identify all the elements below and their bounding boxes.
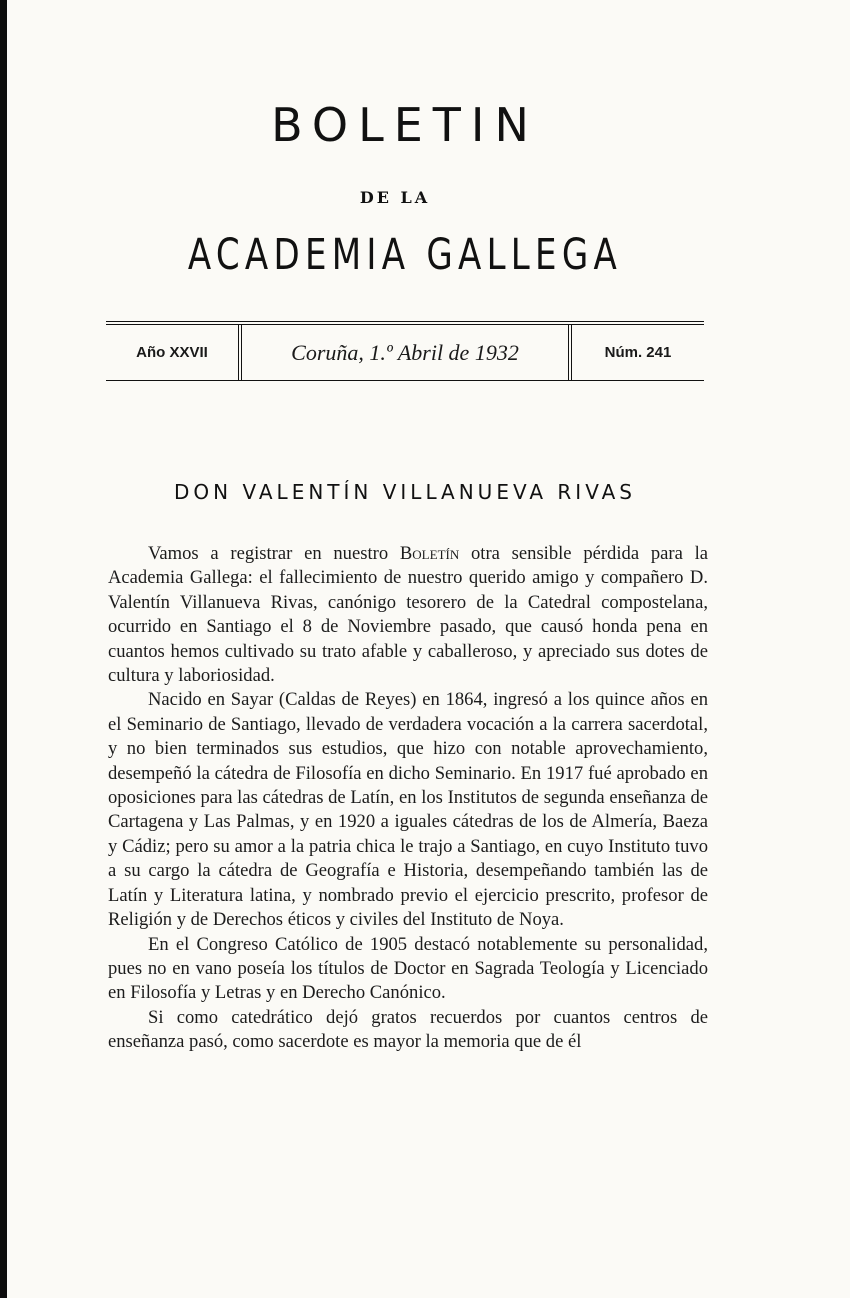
issue-date: Coruña, 1.º Abril de 1932 [242, 325, 572, 380]
paragraph-1-start: Vamos a registrar en nuestro [148, 543, 389, 564]
journal-subtitle: ACADEMIA GALLEGA [187, 230, 623, 280]
journal-title-connector: DE LA [359, 188, 431, 207]
paragraph-3: En el Congreso Católico de 1905 destacó notablemente su personalidad, pues no en vano poseía los títulos de Doctor en Sagrada Teología y Licenciado en Filosofía y Letras y en Derecho Canónico. [108, 933, 708, 1004]
boletin-reference: Boletín [399, 543, 460, 564]
paragraph-1-rest: otra sensible pérdida para la Academia Gallega: el fallecimiento de nuestro querido amigo y compañero D. Valentín Villanueva Rivas, canónigo tesorero de la Catedral compostelana, ocurrido en Santiago el 8 de Noviembre pasado, que causó honda pena en cuantos hemos cultivado su trato afable y caballeroso, y apreciado sus dotes de cultura y laboriosidad. [108, 543, 708, 687]
article-body [108, 542, 708, 1055]
article-title: DON VALENTÍN VILLANUEVA RIVAS [174, 480, 636, 504]
paragraph-2: Nacido en Sayar (Caldas de Reyes) en 1864, ingresó a los quince años en el Seminario de Santiago, llevado de verdadera vocación a la carrera sacerdotal, y no bien terminados sus estudios, que hizo con notable aprovechamiento, desempeñó la cátedra de Filosofía en dicho Seminario. En 1917 fué aprobado en oposiciones para las cátedras de Latín, en los Institutos de segunda enseñanza de Cartagena y Las Palmas, y en 1920 a iguales cátedras de los de Almería, Baeza y Cádiz; pero su amor a la patria chica le trajo a Santiago, en cuyo Instituto tuvo a su cargo la cátedra de Geografía e Historia, desempeñando también las de Latín y Literatura latina, y nombrado previo el ejercicio prescrito, profesor de Religión y de Derechos éticos y civiles del Instituto de Noya. [108, 689, 708, 931]
paragraph-1 [108, 542, 708, 688]
masthead-bar [106, 321, 704, 381]
issue-number: Núm. 241 [604, 344, 672, 361]
volume-year: Año XXVII [106, 325, 242, 380]
journal-title: BOLETIN [271, 98, 539, 152]
paragraph-4: Si como catedrático dejó gratos recuerdos por cuantos centros de enseñanza pasó, como sacerdote es mayor la memoria que de él [108, 1006, 708, 1053]
